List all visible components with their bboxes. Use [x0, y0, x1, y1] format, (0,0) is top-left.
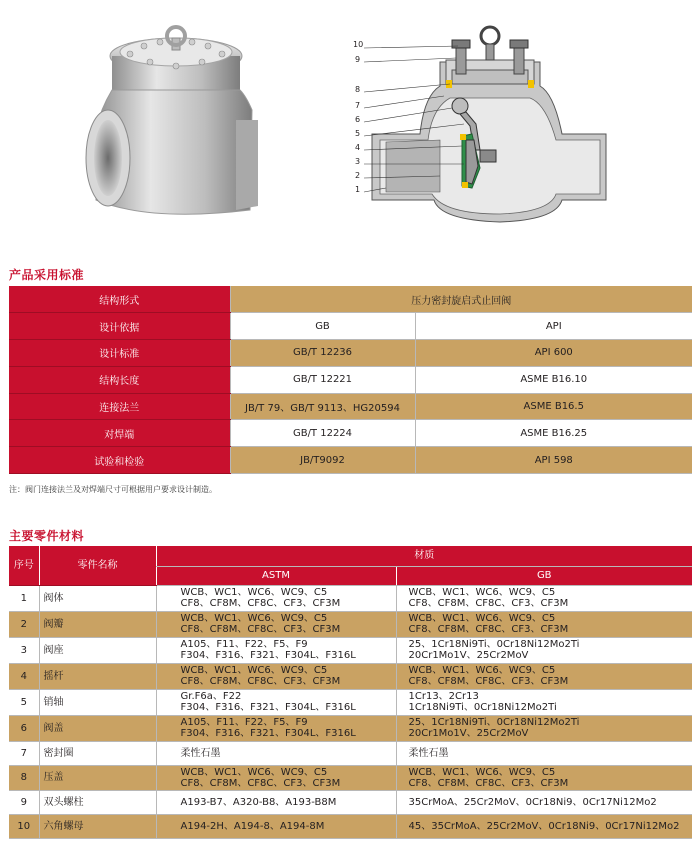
gb-material-line: 45、35CrMoA、25Cr2MoV、0Cr18Ni9、0Cr17Ni12Mo2	[408, 820, 680, 832]
gb-material-line: 35CrMoA、25Cr2MoV、0Cr18Ni9、0Cr17Ni12Mo2	[408, 796, 657, 808]
valve-figures-svg	[0, 0, 700, 250]
row-label: 连接法兰	[9, 393, 230, 420]
row-number: 5	[9, 689, 39, 715]
astm-material-cell	[156, 637, 396, 663]
callout-3: 3	[355, 157, 361, 166]
part-name: 双头螺柱	[39, 790, 156, 814]
gb-cell: JB/T 79、GB/T 9113、HG20594	[230, 393, 415, 420]
row-number: 7	[9, 741, 39, 765]
callout-7: 7	[355, 101, 361, 110]
astm-material-line: 柔性石墨	[180, 747, 221, 759]
astm-material-cell	[156, 663, 396, 689]
header-name: 零件名称	[39, 546, 156, 585]
part-name: 销轴	[39, 689, 156, 715]
part-name: 阀盖	[39, 715, 156, 741]
api-cell: ASME B16.25	[415, 420, 692, 447]
row-label: 试验和检验	[9, 447, 230, 474]
row-number: 2	[9, 611, 39, 637]
table-row	[9, 447, 692, 474]
materials-table	[9, 546, 692, 839]
astm-material-cell	[156, 814, 396, 838]
astm-material-line: F304、F316、F321、F304L、F316L	[180, 650, 356, 661]
gb-material-line: 20Cr1Mo1V、25Cr2MoV	[408, 728, 529, 739]
gb-material-line: CF8、CF8M、CF8C、CF3、CF3M	[408, 624, 569, 635]
astm-material-line: F304、F316、F321、F304L、F316L	[180, 702, 356, 713]
table-row	[9, 741, 692, 765]
part-name: 摇杆	[39, 663, 156, 689]
astm-material-line: A105、F11、F22、F5、F9	[180, 717, 308, 728]
gb-cell: GB/T 12224	[230, 420, 415, 447]
callout-6: 6	[355, 115, 361, 124]
api-cell: ASME B16.5	[415, 393, 692, 420]
part-name: 密封圈	[39, 741, 156, 765]
table-row	[9, 814, 692, 838]
astm-material-cell	[156, 765, 396, 790]
header-astm: ASTM	[156, 566, 396, 585]
header-no: 序号	[9, 546, 39, 585]
standards-note: 注：阀门连接法兰及对焊端尺寸可根据用户要求设计制造。	[9, 485, 217, 494]
api-cell: ASME B16.10	[415, 366, 692, 393]
gb-material-line: CF8、CF8M、CF8C、CF3、CF3M	[408, 598, 569, 609]
table-row	[9, 790, 692, 814]
gb-material-cell	[396, 741, 692, 765]
gb-material-cell	[396, 689, 692, 715]
row-number: 4	[9, 663, 39, 689]
callout-2: 2	[355, 171, 361, 180]
astm-material-line: CF8、CF8M、CF8C、CF3、CF3M	[180, 598, 341, 609]
gb-cell: JB/T9092	[230, 447, 415, 474]
gb-material-line: 25、1Cr18Ni9Ti、0Cr18Ni12Mo2Ti	[408, 639, 580, 650]
gb-material-cell	[396, 715, 692, 741]
gb-material-line: CF8、CF8M、CF8C、CF3、CF3M	[408, 676, 569, 687]
gb-material-line: 1Cr13、2Cr13	[408, 691, 479, 702]
gb-material-cell	[396, 790, 692, 814]
product-figures	[0, 0, 700, 250]
table-row	[9, 585, 692, 611]
astm-material-line: A194-2H、A194-8、A194-8M	[180, 820, 325, 832]
gb-material-line: WCB、WC1、WC6、WC9、C5	[408, 665, 556, 676]
gb-material-cell	[396, 814, 692, 838]
api-cell: API 598	[415, 447, 692, 474]
table-row	[9, 313, 692, 340]
gb-material-line: WCB、WC1、WC6、WC9、C5	[408, 766, 556, 778]
gb-material-cell	[396, 637, 692, 663]
table-row	[9, 340, 692, 367]
gb-material-cell	[396, 611, 692, 637]
gb-material-line: 1Cr18Ni9Ti、0Cr18Ni12Mo2Ti	[408, 702, 557, 713]
callout-9: 9	[355, 55, 361, 64]
astm-material-cell	[156, 715, 396, 741]
astm-material-cell	[156, 790, 396, 814]
materials-title: 主要零件材料	[9, 529, 85, 543]
callout-4: 4	[355, 143, 361, 152]
header-row	[9, 546, 692, 566]
table-row	[9, 663, 692, 689]
valve-photo	[86, 27, 258, 214]
gb-material-cell	[396, 765, 692, 790]
row-label: 对焊端	[9, 420, 230, 447]
gb-material-cell	[396, 585, 692, 611]
header-gb: GB	[396, 566, 692, 585]
astm-material-line: Gr.F6a、F22	[180, 691, 242, 702]
table-row	[9, 286, 692, 313]
row-label: 设计依据	[9, 313, 230, 340]
part-name: 阀体	[39, 585, 156, 611]
valve-section-drawing	[364, 27, 606, 222]
gb-material-line: WCB、WC1、WC6、WC9、C5	[408, 587, 556, 598]
row-label: 结构长度	[9, 366, 230, 393]
astm-material-line: CF8、CF8M、CF8C、CF3、CF3M	[180, 777, 341, 789]
astm-material-cell	[156, 741, 396, 765]
gb-cell: GB/T 12221	[230, 366, 415, 393]
api-cell: API 600	[415, 340, 692, 367]
callout-5: 5	[355, 129, 361, 138]
row-label: 设计标准	[9, 340, 230, 367]
gb-material-line: 25、1Cr18Ni9Ti、0Cr18Ni12Mo2Ti	[408, 717, 580, 728]
callout-8: 8	[355, 85, 361, 94]
gb-material-line: CF8、CF8M、CF8C、CF3、CF3M	[408, 777, 569, 789]
astm-material-line: A193-B7、A320-B8、A193-B8M	[180, 796, 337, 808]
table-row	[9, 366, 692, 393]
part-name: 压盖	[39, 765, 156, 790]
row-number: 6	[9, 715, 39, 741]
table-row	[9, 765, 692, 790]
api-cell: API	[415, 313, 692, 340]
row-number: 8	[9, 765, 39, 790]
gb-material-line: 柔性石墨	[408, 747, 449, 759]
astm-material-line: CF8、CF8M、CF8C、CF3、CF3M	[180, 676, 341, 687]
astm-material-cell	[156, 689, 396, 715]
astm-material-line: WCB、WC1、WC6、WC9、C5	[180, 665, 328, 676]
table-row	[9, 715, 692, 741]
astm-material-cell	[156, 611, 396, 637]
gb-cell: GB	[230, 313, 415, 340]
part-name: 六角螺母	[39, 814, 156, 838]
row-number: 10	[9, 814, 39, 838]
gb-cell: GB/T 12236	[230, 340, 415, 367]
table-row	[9, 420, 692, 447]
astm-material-line: F304、F316、F321、F304L、F316L	[180, 728, 356, 739]
part-name: 阀瓣	[39, 611, 156, 637]
callout-1: 1	[355, 185, 361, 194]
astm-material-line: WCB、WC1、WC6、WC9、C5	[180, 613, 328, 624]
astm-material-line: CF8、CF8M、CF8C、CF3、CF3M	[180, 624, 341, 635]
row-number: 9	[9, 790, 39, 814]
table-row	[9, 393, 692, 420]
table-row	[9, 689, 692, 715]
table-row	[9, 637, 692, 663]
row-number: 1	[9, 585, 39, 611]
part-name: 阀座	[39, 637, 156, 663]
callout-10: 10	[353, 40, 364, 49]
astm-material-line: WCB、WC1、WC6、WC9、C5	[180, 766, 328, 778]
header-material: 材质	[156, 546, 692, 566]
standards-title: 产品采用标准	[9, 268, 85, 282]
gb-material-line: WCB、WC1、WC6、WC9、C5	[408, 613, 556, 624]
standards-table	[9, 286, 692, 474]
table-row	[9, 611, 692, 637]
row-number: 3	[9, 637, 39, 663]
gb-material-line: 20Cr1Mo1V、25Cr2MoV	[408, 650, 529, 661]
astm-material-line: WCB、WC1、WC6、WC9、C5	[180, 587, 328, 598]
structure-type-value: 压力密封旋启式止回阀	[230, 286, 692, 313]
astm-material-cell	[156, 585, 396, 611]
row-label: 结构形式	[9, 286, 230, 313]
astm-material-line: A105、F11、F22、F5、F9	[180, 639, 308, 650]
materials-body	[9, 585, 692, 838]
gb-material-cell	[396, 663, 692, 689]
